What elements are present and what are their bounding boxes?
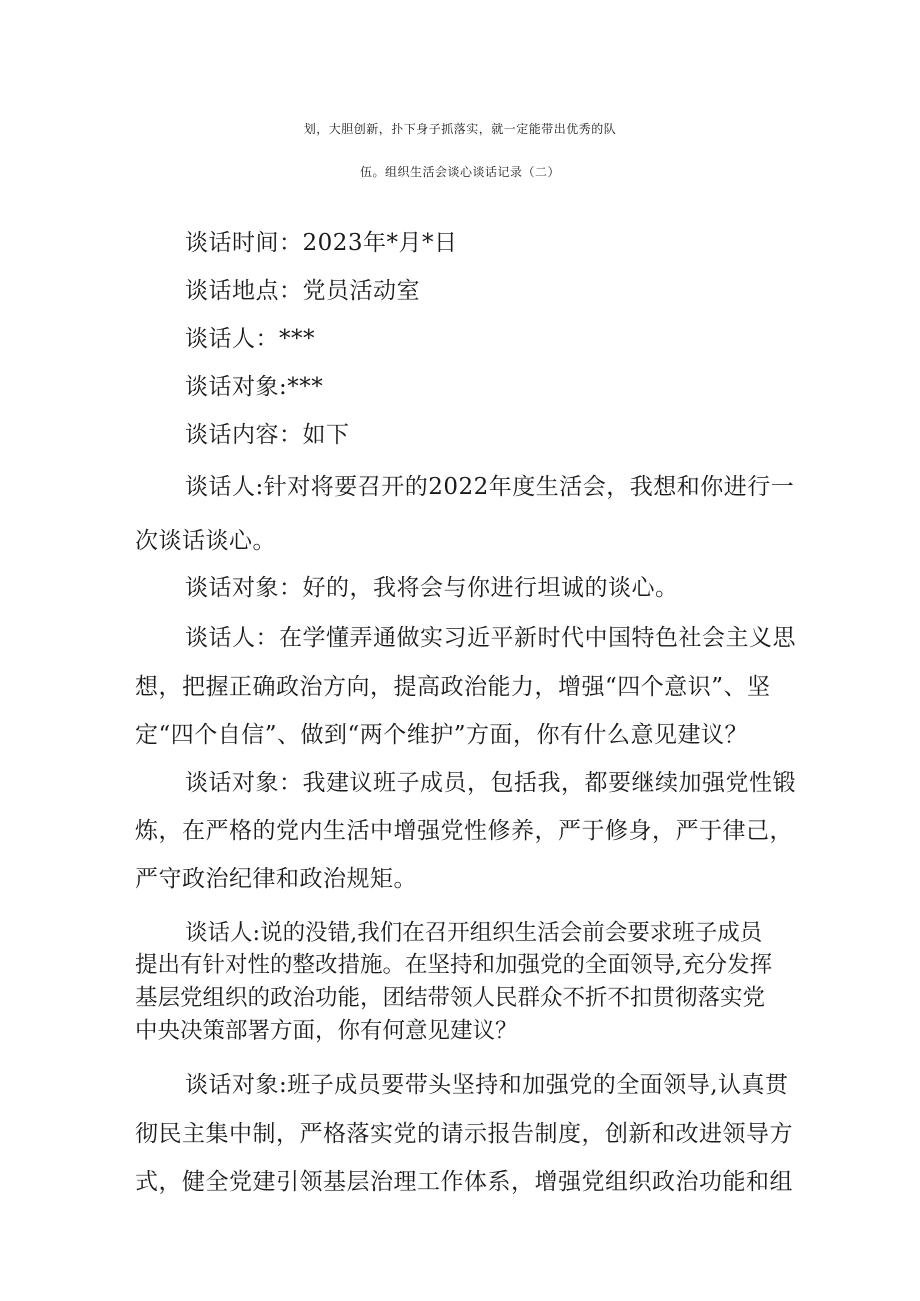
paragraph-line: 基层党组织的政治功能，团结带领人民群众不折不扣贯彻落实党 [135, 985, 766, 1011]
paragraph-line: 谈话对象：好的，我将会与你进行坦诚的谈心。 [185, 575, 679, 601]
paragraph-line: 谈话对象：我建议班子成员，包括我，都要继续加强党性锻 [185, 770, 796, 796]
meeting-content: 谈话内容：如下 [185, 422, 350, 448]
text-line: 划，大胆创新，扑下身子抓落实，就一定能带出优秀的队 [303, 122, 617, 136]
interviewee: 谈话对象:*** [185, 374, 324, 400]
document-title-line: 伍。组织生活会谈心谈话记录（二） [359, 165, 560, 179]
paragraph-line: 式，健全党建引领基层治理工作体系，增强党组织政治功能和组 [135, 1169, 793, 1195]
paragraph-line: 定“四个自信”、做到“两个维护”方面，你有什么意见建议？ [135, 722, 749, 748]
paragraph-line: 谈话人：在学懂弄通做实习近平新时代中国特色社会主义思 [185, 625, 796, 651]
paragraph-line: 谈话对象:班子成员要带头坚持和加强党的全面领导,认真贯 [185, 1072, 789, 1098]
paragraph-line: 中央决策部署方面，你有何意见建议？ [135, 1018, 518, 1044]
paragraph-line: 彻民主集中制，严格落实党的请示报告制度，创新和改进领导方 [135, 1121, 793, 1147]
paragraph-line: 谈话人:针对将要召开的2022年度生活会，我想和你进行一 [185, 474, 795, 500]
paragraph-line: 严守政治纪律和政治规矩。 [135, 866, 417, 892]
paragraph-line: 想，把握正确政治方向，提高政治能力，增强“四个意识”、坚 [135, 674, 771, 700]
meeting-time: 谈话时间：2023年*月*日 [185, 230, 458, 256]
paragraph-line: 炼，在严格的党内生活中增强党性修养，严于修身，严于律己， [135, 818, 793, 844]
paragraph-line: 谈话人:说的没错,我们在召开组织生活会前会要求班子成员 [185, 920, 763, 946]
meeting-location: 谈话地点：党员活动室 [185, 278, 420, 304]
paragraph-line: 次谈话谈心。 [135, 528, 276, 554]
paragraph-line: 提出有针对性的整改措施。在坚持和加强党的全面领导,充分发挥 [135, 952, 773, 978]
interviewer: 谈话人：*** [185, 326, 315, 352]
